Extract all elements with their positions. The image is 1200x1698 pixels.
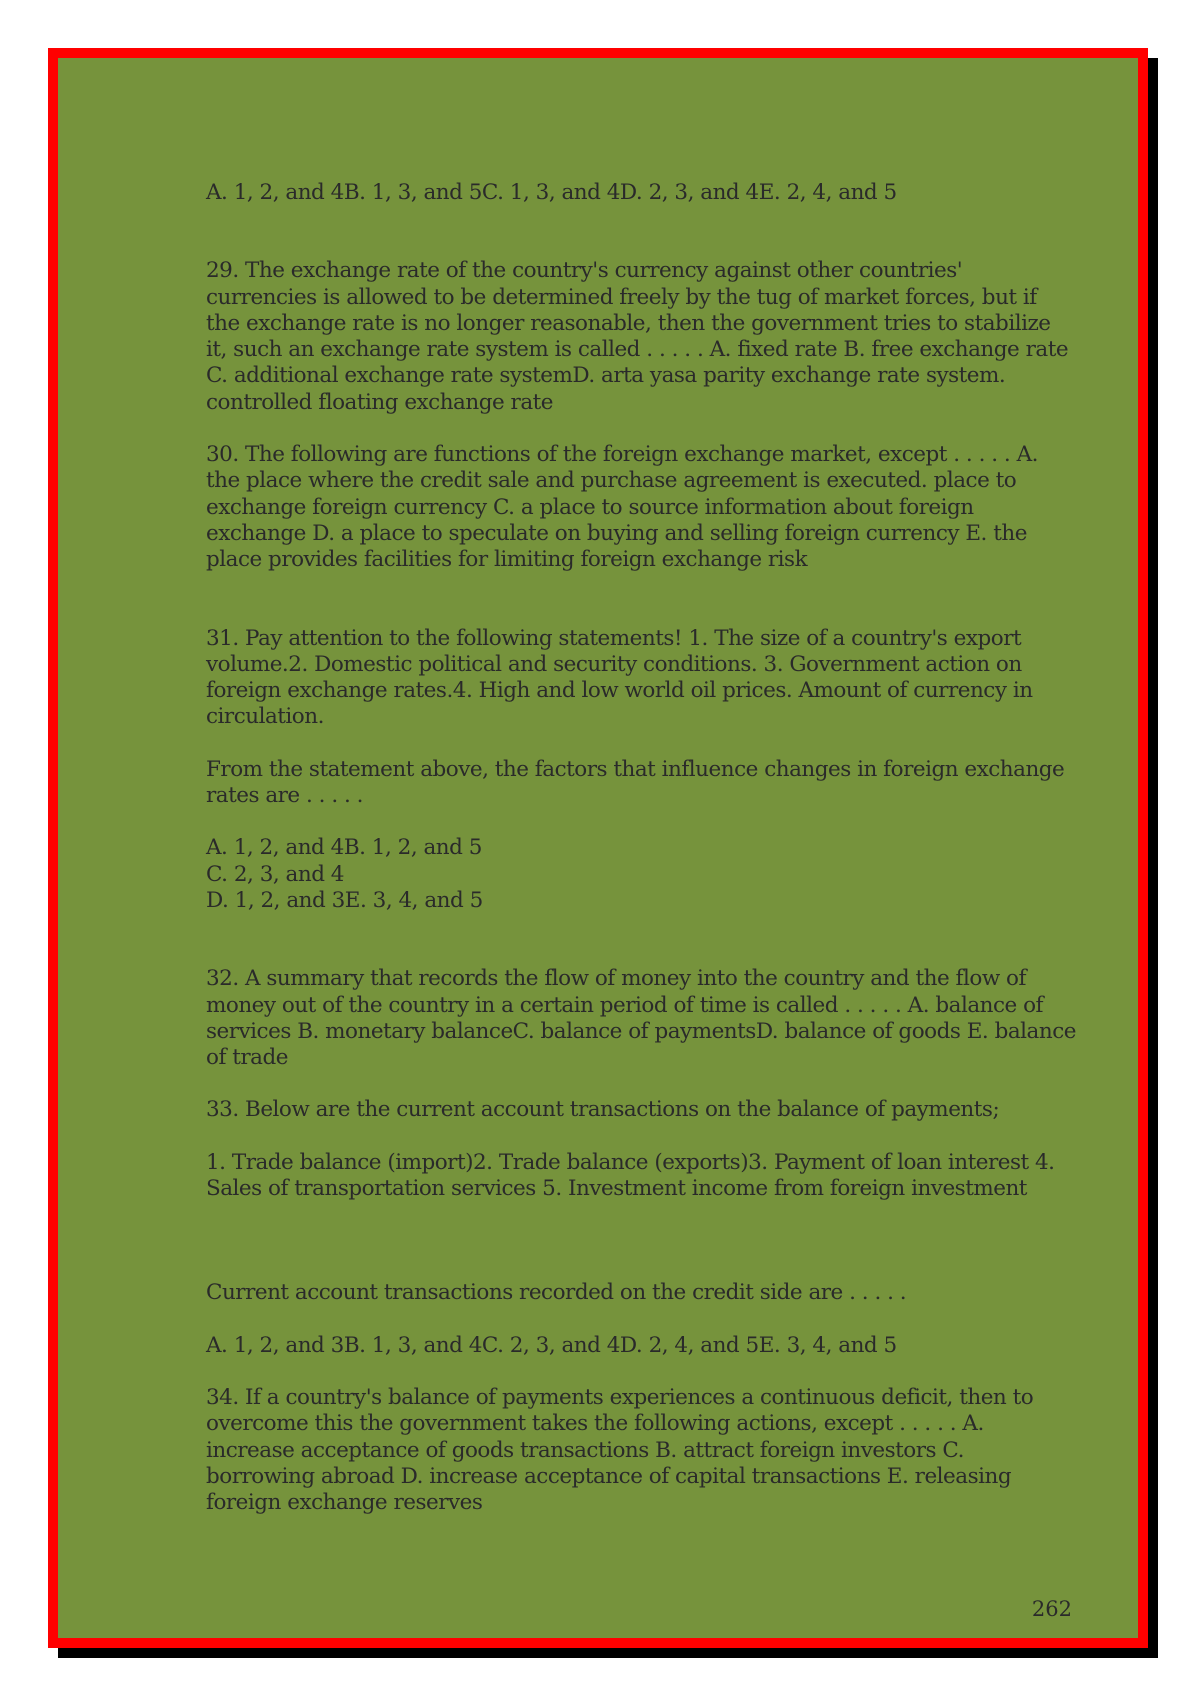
question-31: 31. Pay attention to the following statements! 1. The size of a country's export volume.2. Domestic political and security conditions. 3. Government action on foreign exchange rates.4. High and low world oil prices. Amount of currency in circulation. xyxy=(206,625,1033,730)
question-33-prompt: Current account transactions recorded on the credit side are . . . . . xyxy=(206,1280,907,1306)
page-content xyxy=(206,180,1076,1516)
question-29: 29. The exchange rate of the country's currency against other countries' currencies is allowed to be determined freely by the tug of market forces, but if the exchange rate is no longer reasonable, then the government tries to stabilize it, such an exchange rate system is called . . . . . A. fixed rate B. free exchange rate C. additional exchange rate systemD. arta yasa parity exchange rate system. controlled floating exchange rate xyxy=(206,258,1069,415)
question-30: 30. The following are functions of the foreign exchange market, except . . . . . A. the place where the credit sale and purchase agreement is executed. place to exchange foreign currency C. a place to source information about foreign exchange D. a place to speculate on buying and selling foreign currency E. the place provides facilities for limiting foreign exchange risk xyxy=(206,442,1038,573)
question-32: 32. A summary that records the flow of money into the country and the flow of money out of the country in a certain period of time is called . . . . . A. balance of services B. monetary balanceC. balance of paymentsD. balance of goods E. balance of trade xyxy=(206,966,1076,1071)
answer-options-33: A. 1, 2, and 3B. 1, 3, and 4C. 2, 3, and 4D. 2, 4, and 5E. 3, 4, and 5 xyxy=(206,1332,897,1358)
question-31-prompt: From the statement above, the factors that influence changes in foreign exchange rates are . . . . . xyxy=(206,756,1065,809)
answer-options-31: A. 1, 2, and 4B. 1, 2, and 5 C. 2, 3, and 4 D. 1, 2, and 3E. 3, 4, and 5 xyxy=(206,835,483,913)
question-33-statements: 1. Trade balance (import)2. Trade balance (exports)3. Payment of loan interest 4. Sales of transportation services 5. Investment income from foreign investment xyxy=(206,1149,1055,1202)
answer-options-28: A. 1, 2, and 4B. 1, 3, and 5C. 1, 3, and 4D. 2, 3, and 4E. 2, 4, and 5 xyxy=(206,180,897,205)
page-number: 262 xyxy=(1031,1597,1072,1621)
question-34: 34. If a country's balance of payments experiences a continuous deficit, then to overcome this the government takes the following actions, except . . . . . A. increase acceptance of goods transactions B. attract foreign investors C. borrowing abroad D. increase acceptance of capital transactions E. releasing foreign exchange reserves xyxy=(206,1384,1034,1516)
question-33: 33. Below are the current account transactions on the balance of payments; xyxy=(206,1097,1000,1123)
